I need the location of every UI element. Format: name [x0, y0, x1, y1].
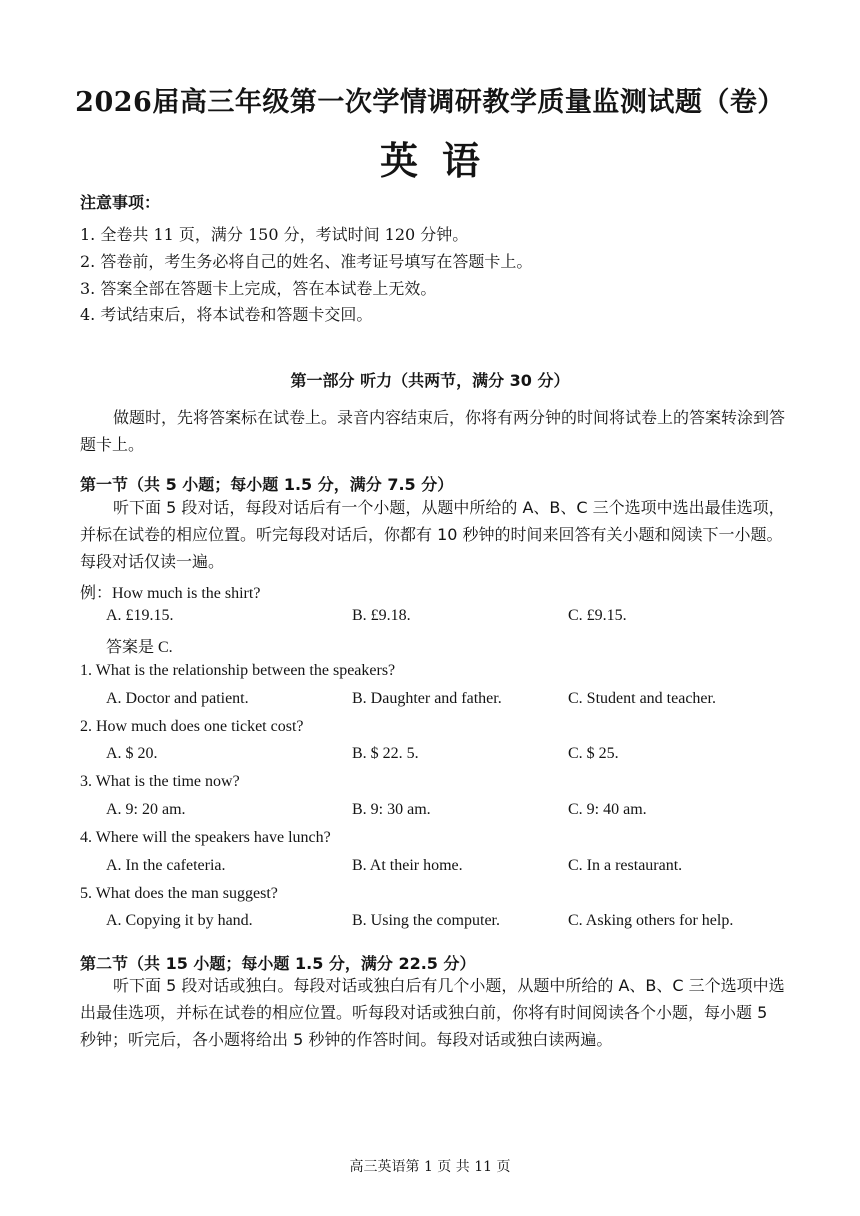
question-2: 2. How much does one ticket cost?: [80, 718, 304, 735]
q1-option-c: C. Student and teacher.: [568, 690, 716, 707]
note-item: 3. 答案全部在答题卡上完成，答在本试卷上无效。: [80, 279, 437, 298]
example-question: 例：How much is the shirt?: [80, 585, 261, 602]
question-3: 3. What is the time now?: [80, 773, 240, 790]
q2-option-b: B. $ 22. 5.: [352, 745, 419, 762]
section1-instruction: [80, 494, 788, 575]
section1-instruction-text: 听下面 5 段对话，每段对话后有一个小题，从题中所给的 A、B、C 三个选项中选出最佳选项，并标在试卷的相应位置。听完每段对话后，你都有 10 秒钟的时间来回答有关小题和阅读下一小题。每段对话仅读一遍。: [80, 498, 785, 571]
page-footer: 高三英语第 1 页 共 11 页: [349, 1159, 511, 1175]
q3-option-c: C. 9: 40 am.: [568, 801, 647, 818]
q1-option-a: A. Doctor and patient.: [106, 690, 249, 707]
q3-option-a: A. 9: 20 am.: [106, 801, 186, 818]
section2-instruction-text: 听下面 5 段对话或独白。每段对话或独白后有几个小题，从题中所给的 A、B、C 三个选项中选出最佳选项，并标在试卷的相应位置。听每段对话或独白前，你将有时间阅读各个小题，每小题 5 秒钟；听完后，各小题将给出 5 秒钟的作答时间。每段对话或独白读两遍。: [80, 976, 785, 1049]
q1-option-b: B. Daughter and father.: [352, 690, 502, 707]
q2-option-c: C. $ 25.: [568, 745, 619, 762]
part1-instruction-text: 做题时，先将答案标在试卷上。录音内容结束后，你将有两分钟的时间将试卷上的答案转涂到答题卡上。: [80, 408, 786, 454]
q4-option-a: A. In the cafeteria.: [106, 857, 226, 874]
section2-heading: 第二节（共 15 小题；每小题 1.5 分，满分 22.5 分）: [80, 954, 476, 973]
example-answer: 答案是 C.: [106, 639, 173, 656]
example-option-b: B. £9.18.: [352, 607, 411, 624]
q3-option-b: B. 9: 30 am.: [352, 801, 431, 818]
q2-option-a: A. $ 20.: [106, 745, 158, 762]
question-5: 5. What does the man suggest?: [80, 885, 278, 902]
part1-title: 第一部分 听力（共两节，满分 30 分）: [290, 371, 570, 390]
q5-option-a: A. Copying it by hand.: [106, 912, 253, 929]
q5-option-c: C. Asking others for help.: [568, 912, 734, 929]
example-option-c: C. £9.15.: [568, 607, 627, 624]
subject-title: 英语: [379, 138, 504, 183]
note-item: 1. 全卷共 11 页，满分 150 分，考试时间 120 分钟。: [80, 225, 469, 244]
q4-option-c: C. In a restaurant.: [568, 857, 683, 874]
section1-heading: 第一节（共 5 小题；每小题 1.5 分，满分 7.5 分）: [80, 475, 454, 494]
q5-option-b: B. Using the computer.: [352, 912, 500, 929]
note-item: 2. 答卷前，考生务必将自己的姓名、准考证号填写在答题卡上。: [80, 252, 533, 271]
section2-instruction: [80, 972, 788, 1053]
note-item: 4. 考试结束后，将本试卷和答题卡交回。: [80, 305, 373, 324]
exam-title: 2026届高三年级第一次学情调研教学质量监测试题（卷）: [75, 87, 785, 118]
q4-option-b: B. At their home.: [352, 857, 463, 874]
question-1: 1. What is the relationship between the speakers?: [80, 662, 396, 679]
question-4: 4. Where will the speakers have lunch?: [80, 829, 331, 846]
example-option-a: A. £19.15.: [106, 607, 174, 624]
notes-heading: 注意事项：: [80, 193, 161, 212]
part1-instruction: [80, 404, 788, 458]
